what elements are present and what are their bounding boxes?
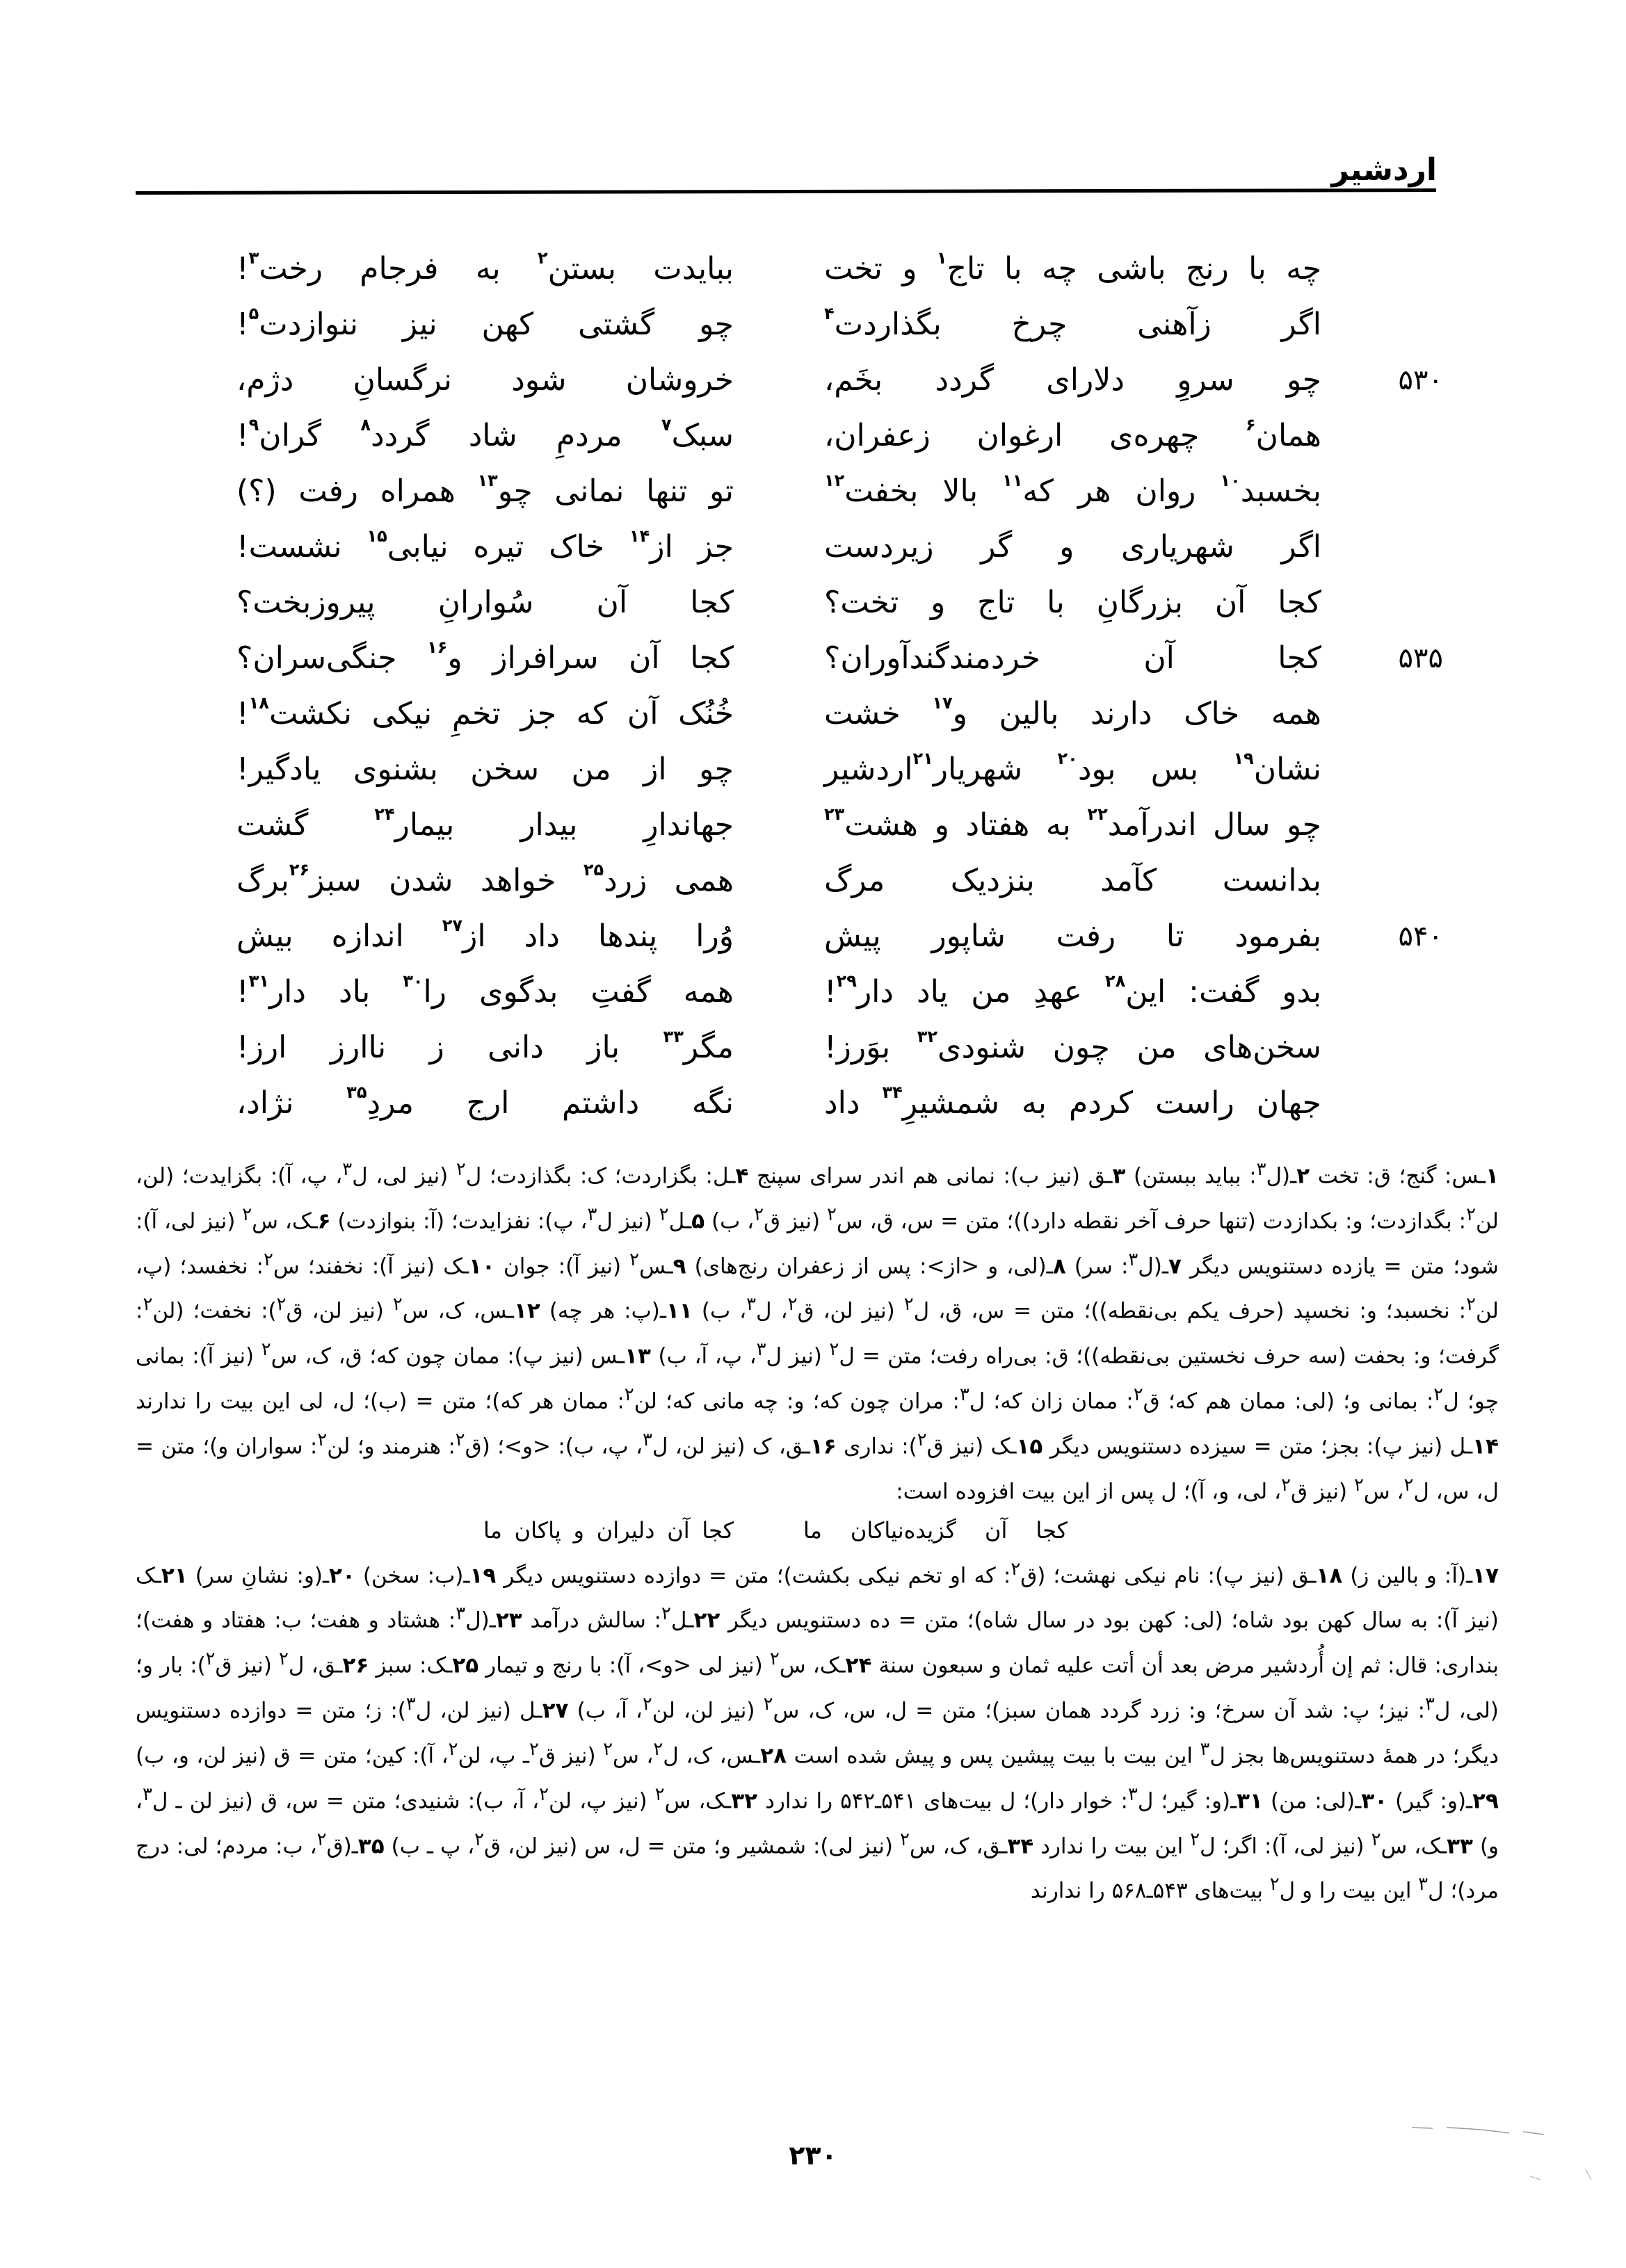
hemistich-first: سخن‌های من چون شنودی$^{۳۲}$ بوَرز! [824, 1027, 1321, 1065]
hemistich-second: سبک$^۷$ مردمِ شاد گردد$^۸$ گران$^۹$! [236, 415, 734, 453]
verse-number: ۵۳۵ [1398, 642, 1443, 674]
hemistich-second: تو تنها نمانی چو$^{۱۳}$ همراه رفت (؟) [236, 471, 734, 509]
hemistich-first: چه با رنج باشی چه با تاج$^۱$ و تخت [824, 248, 1321, 286]
hemistich-second: چو گشتی کهن نیز ننوازدت$^۵$! [236, 304, 734, 342]
hemistich-first: کجا آن خردمندگندآوران؟ [824, 640, 1321, 676]
hemistich-second: جز از$^{۱۴}$ خاک تیره نیابی$^{۱۵}$ نشست! [236, 526, 734, 565]
hemistich-first: بخسبد$^{۱۰}$ روان هر که$^{۱۱}$ بالا بخفت$^{۱۲}$ [824, 471, 1321, 509]
running-head-title: اردشیر [1331, 152, 1437, 188]
added-verse-right-hemistich: کجا آن گزیده‌نیاکان ما [803, 1516, 1068, 1544]
hemistich-first: اگر شهریاری و گر زیردست [824, 529, 1321, 565]
hemistich-first: همه خاک دارند بالین و$^{۱۷}$ خشت [824, 693, 1321, 731]
hemistich-second: وُرا پندها داد از$^{۲۷}$ اندازه بیش [236, 916, 734, 954]
hemistich-second: خُنُک آن که جز تخمِ نیکی نکشت$^{۱۸}$! [236, 693, 734, 731]
verse-number: ۵۴۰ [1398, 921, 1443, 953]
verse-number: ۵۳۰ [1398, 364, 1443, 396]
hemistich-first: بدو گفت: این$^{۲۸}$ عهدِ من یاد دار$^{۲۹}$! [824, 971, 1321, 1010]
page-number: ۲۳۰ [789, 2140, 837, 2171]
critical-apparatus [136, 1151, 1499, 1911]
hemistich-first: بفرمود تا رفت شاپور پیش [824, 918, 1321, 954]
header-rule [136, 188, 1436, 195]
hemistich-first: چو سروِ دلارای گردد بخَم، [824, 362, 1321, 398]
footnotes-block-1: ۱ـس: گنج؛ ق: تخت ۲ـ(ل$^۳$: بباید ببستن) ۳ـق (نیز ب): نمانی هم اندر سرای سپنج ۴ـل: بگزاردت؛ ک: بگذازدت؛ ل$^۲$ (نیز لی، ل$^۳$، پ، آ): بگزایدت؛ (لن، لن$^۲$: بگدازدت؛ و: بکدازدت (تنها حرف آخر نقطه دارد))؛ متن = س، ق، س$^۲$ (نیز ق$^۲$، ب) ۵ـل$^۲$ (نیز ل$^۳$، پ): نفزایدت؛ (آ: بنوازدت) ۶ـک، س$^۲$ (نیز لی، آ): شود؛ متن = یازده دستنویس دیگر ۷ـ(ل$^۳$: سر) ۸ـ(لی، و <از>: پس از زعفران رنج‌های) ۹ـس$^۲$ (نیز آ): جوان ۱۰ـک (نیز آ): نخفند؛ س$^۲$: نخفسد؛ (پ، لن$^۲$: نخسبد؛ و: نخسپد (حرف یکم بی‌نقطه))؛ متن = س، ق، ل$^۲$ (نیز لن، ق$^۲$، ل$^۳$، ب) ۱۱ـ(پ: هر چه) ۱۲ـس، ک، س$^۲$ (نیز لن، ق$^۲$): نخفت؛ (لن$^۲$: گرفت؛ و: بحفت (سه حرف نخستین بی‌نقطه))؛ ق: بی‌راه رفت؛ متن = ل$^۲$ (نیز ل$^۳$، پ، آ، ب) ۱۳ـس (نیز پ): ممان چون که؛ ق، ک، س$^۲$ (نیز آ): بمانی چو؛ ل$^۲$: بمانی و؛ (لی: ممان هم که؛ ق$^۲$: ممان زان که؛ ل$^۳$: مران چون که؛ و: چه مانی که؛ لن$^۲$: ممان هر که)؛ متن = (ب)؛ ل، لی این بیت را ندارند ۱۴ـل (نیز پ): بجز؛ متن = سیزده دستنویس دیگر ۱۵ـک (نیز ق$^۲$): نداری ۱۶ـق، ک (نیز لن، ل$^۳$، پ، ب): <و>؛ (ق$^۲$: هنرمند و؛ لن$^۲$: سواران و)؛ متن = ل، س، ل$^۲$، س$^۲$ (نیز ق$^۲$، لی، و، آ)؛ ل پس از این بیت افزوده است: [136, 1159, 1499, 1505]
hemistich-second: همی زرد$^{۲۵}$ خواهد شدن سبز$^{۲۶}$برگ [236, 860, 734, 898]
hemistich-second: چو از من سخن بشنوی یادگیر! [236, 752, 734, 787]
hemistich-first: کجا آن بزرگانِ با تاج و تخت؟ [824, 585, 1321, 620]
hemistich-first: چو سال اندرآمد$^{۲۲}$ به هفتاد و هشت$^{۲۳}$ [824, 804, 1321, 843]
hemistich-second: کجا آن سرافراز و$^{۱۶}$ جنگی‌سران؟ [236, 638, 734, 676]
added-verse-left-hemistich: کجا آن دلیران و پاکان ما [483, 1516, 734, 1544]
added-verse [136, 1512, 1499, 1550]
hemistich-second: مگر$^{۳۳}$ باز دانی ز ناارز ارز! [236, 1027, 734, 1065]
hemistich-first: جهان راست کردم به شمشیرِ$^{۳۴}$ داد [824, 1083, 1322, 1121]
hemistich-second: خروشان شود نرگسانِ دژم، [236, 362, 734, 398]
poem-verses [236, 247, 1443, 1123]
hemistich-first: همان$^۶$ چهره‌ی ارغوان زعفران، [824, 415, 1321, 453]
hemistich-first: نشان$^{۱۹}$ بس بود$^{۲۰}$ شهریار$^{۲۱}$اردشیر [824, 749, 1322, 787]
footnotes-block-2: ۱۷ـ(آ: و بالین ز) ۱۸ـق (نیز پ): نام نیکی نهشت؛ (ق$^۲$: که او تخم نیکی بکشت)؛ متن = دوازده دستنویس دیگر ۱۹ـ(ب: سخن) ۲۰ـ(و: نشانِ سر) ۲۱ـک (نیز آ): به سال کهن بود شاه؛ (لی: کهن بود در سال شاه)؛ متن = ده دستنویس دیگر ۲۲ـل$^۲$: سالش درآمد ۲۳ـ(ل$^۳$: هشتاد و هفت؛ ب: هفتاد و هفت)؛ بنداری: قال: ثم إن أُردشیر مرض بعد أن أتت علیه ثمان و سبعون سنة ۲۴ـک، س$^۲$ (نیز لی <و>، آ): با رنج و تیمار ۲۵ـک: سبز ۲۶ـق، ل$^۲$ (نیز ق$^۲$): بار و؛ (لی، ل$^۳$: نیز؛ پ: شد آن سرخ؛ و: زرد گردد همان سبز)؛ متن = ل، س، ک، س$^۲$ (نیز لن، لن$^۲$، آ، ب) ۲۷ـل (نیز لن، ل$^۳$): ز؛ متن = دوازده دستنویس دیگر؛ در همهٔ دستنویس‌ها بجز ل$^۳$ این بیت با بیت پیشین پس و پیش شده است ۲۸ـس، ک، ل$^۲$، س$^۲$ (نیز ق$^۲$ـ پ، لن$^۲$، آ): کین؛ متن = ق (نیز لن، و، ب) ۲۹ـ(و: گیر) ۳۰ـ(لی: من) ۳۱ـ(و: گیر؛ ل$^۳$: خوار دار)؛ ل بیت‌های ۵۴۱ـ۵۴۲ را ندارد ۳۲ـک، س$^۲$ (نیز پ، لن$^۲$، آ، ب): شنیدی؛ متن = س، ق (نیز لن ـ ل$^۳$، و) ۳۳ـک، س$^۲$ (نیز لی، آ): اگر؛ ل$^۲$ این بیت را ندارد ۳۴ـق، ک، س$^۲$ (نیز لی): شمشیر و؛ متن = ل، س (نیز لن، ق$^۲$، پ ـ ب) ۳۵ـ(ق$^۲$، ب: مردم؛ لی: درج مرد)؛ ل$^۳$ این بیت را و ل$^۲$ بیت‌های ۵۴۳ـ۵۶۸ را ندارند [136, 1558, 1499, 1904]
hemistich-second: جهاندارِ بیدار بیمار$^{۲۴}$ گشت [236, 804, 734, 843]
hemistich-first: اگر زآهنی چرخ بگذاردت$^۴$ [824, 304, 1321, 342]
hemistich-second: کجا آن سُوارانِ پیروزبخت؟ [236, 585, 734, 620]
scan-artifact-marks [1405, 2114, 1613, 2197]
verse-row [236, 1081, 1321, 1151]
hemistich-second: نگه داشتم ارج مردِ$^{۳۵}$ نژاد، [236, 1083, 734, 1121]
hemistich-second: همه گفتِ بدگوی را$^{۳۰}$ باد دار$^{۳۱}$! [236, 971, 734, 1010]
hemistich-second: ببایدت بستن$^۲$ به فرجام رخت$^۳$! [236, 248, 734, 286]
hemistich-first: بدانست کآمد بنزدیک مرگ [824, 863, 1321, 898]
